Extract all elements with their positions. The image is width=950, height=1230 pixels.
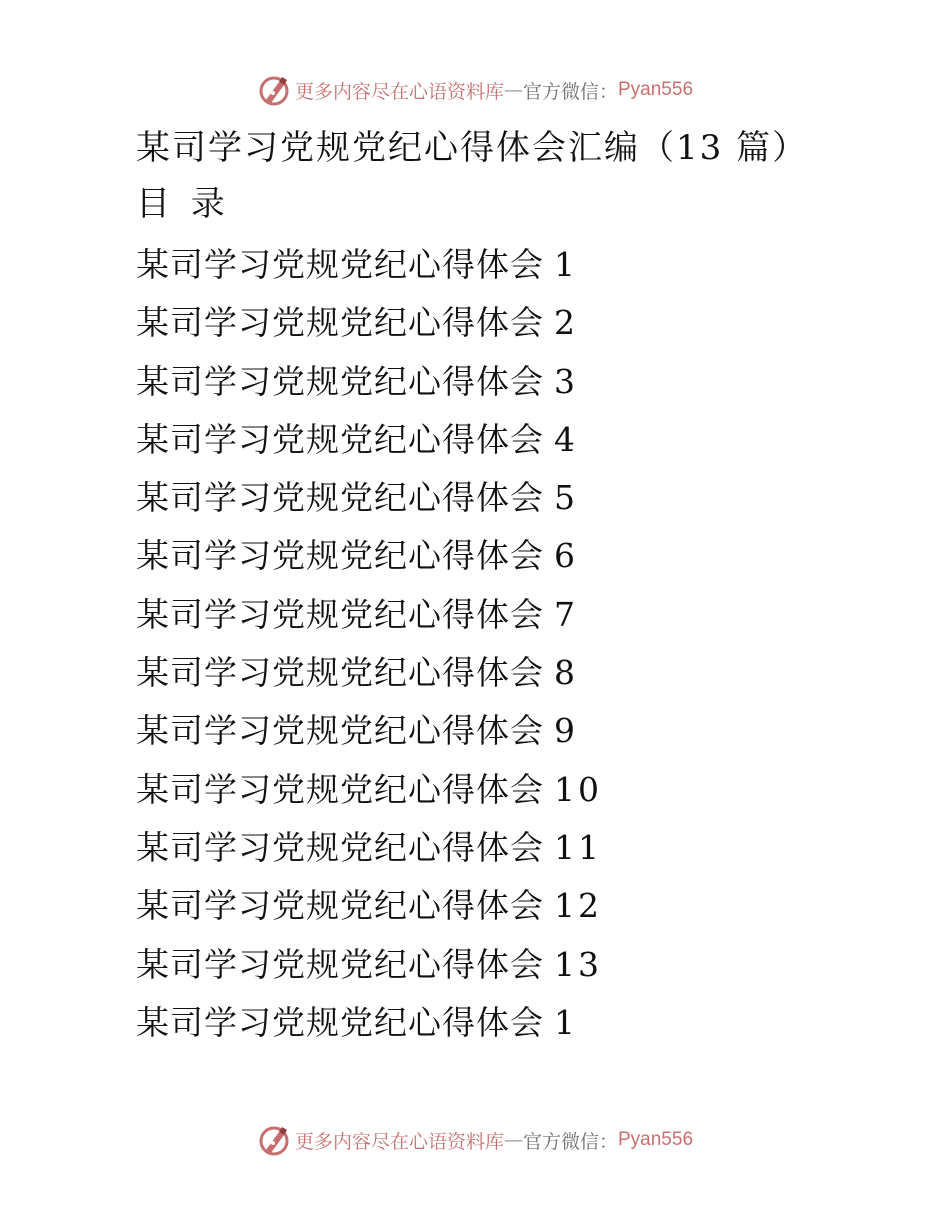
toc-item-number: 4 [554, 419, 578, 459]
pen-logo-icon [257, 73, 291, 107]
toc-item[interactable] [136, 527, 602, 585]
watermark-wechat-id: Pyan556 [618, 1129, 694, 1150]
toc-item-number: 10 [554, 769, 602, 809]
toc-item-number: 11 [554, 827, 602, 867]
toc-item-number: 6 [554, 536, 578, 576]
header-watermark [0, 70, 950, 110]
document-title: 某司学习党规党纪心得体会汇编（13 篇） [136, 128, 809, 168]
toc-item-number: 7 [554, 594, 578, 634]
toc-item-text: 某司学习党规党纪心得体会 [136, 769, 544, 809]
toc-item[interactable] [136, 353, 602, 411]
watermark-text: 更多内容尽在心语资料库 [294, 1130, 504, 1153]
toc-item-number: 1 [554, 1002, 578, 1042]
toc-item-text: 某司学习党规党纪心得体会 [136, 944, 544, 984]
toc-item-number: 13 [554, 944, 602, 984]
toc-item[interactable] [136, 936, 602, 994]
toc-item-text: 某司学习党规党纪心得体会 [136, 419, 544, 459]
toc-item-text: 某司学习党规党纪心得体会 [136, 1002, 544, 1042]
watermark-wechat-label: 官方微信： [522, 1130, 618, 1153]
watermark-wechat-id: Pyan556 [618, 79, 694, 100]
toc-item-text: 某司学习党规党纪心得体会 [136, 361, 544, 401]
watermark-text: 更多内容尽在心语资料库 [294, 80, 504, 103]
toc-item-number: 3 [554, 361, 578, 401]
watermark-separator: — [503, 79, 523, 101]
toc-item-number: 1 [554, 245, 578, 284]
toc-item[interactable] [136, 411, 602, 469]
toc-item[interactable] [136, 702, 602, 760]
watermark-wechat-label: 官方微信： [522, 80, 618, 103]
toc-item-text: 某司学习党规党纪心得体会 [136, 303, 544, 343]
toc-list [136, 236, 602, 1052]
toc-item-number: 9 [554, 711, 578, 751]
toc-item-text: 某司学习党规党纪心得体会 [136, 653, 544, 693]
toc-item-text: 某司学习党规党纪心得体会 [136, 711, 544, 751]
toc-item[interactable] [136, 586, 602, 644]
watermark-separator: — [503, 1129, 523, 1151]
toc-item-number: 2 [554, 303, 578, 343]
toc-item[interactable] [136, 644, 602, 702]
toc-item-text: 某司学习党规党纪心得体会 [136, 478, 544, 518]
toc-item-text: 某司学习党规党纪心得体会 [136, 536, 544, 576]
toc-item[interactable] [136, 994, 602, 1052]
toc-item[interactable] [136, 236, 602, 294]
pen-logo-icon [257, 1123, 291, 1157]
toc-item-number: 5 [554, 478, 578, 518]
toc-item-text: 某司学习党规党纪心得体会 [136, 594, 544, 634]
toc-item-number: 12 [554, 886, 602, 926]
toc-item[interactable] [136, 877, 602, 935]
toc-heading: 目 录 [136, 184, 225, 224]
toc-item[interactable] [136, 294, 602, 352]
toc-item-text: 某司学习党规党纪心得体会 [136, 245, 544, 284]
toc-item[interactable] [136, 469, 602, 527]
toc-item-text: 某司学习党规党纪心得体会 [136, 827, 544, 867]
toc-item[interactable] [136, 819, 602, 877]
footer-watermark [0, 1120, 950, 1160]
toc-item-number: 8 [554, 653, 578, 693]
toc-item[interactable] [136, 761, 602, 819]
toc-item-text: 某司学习党规党纪心得体会 [136, 886, 544, 926]
